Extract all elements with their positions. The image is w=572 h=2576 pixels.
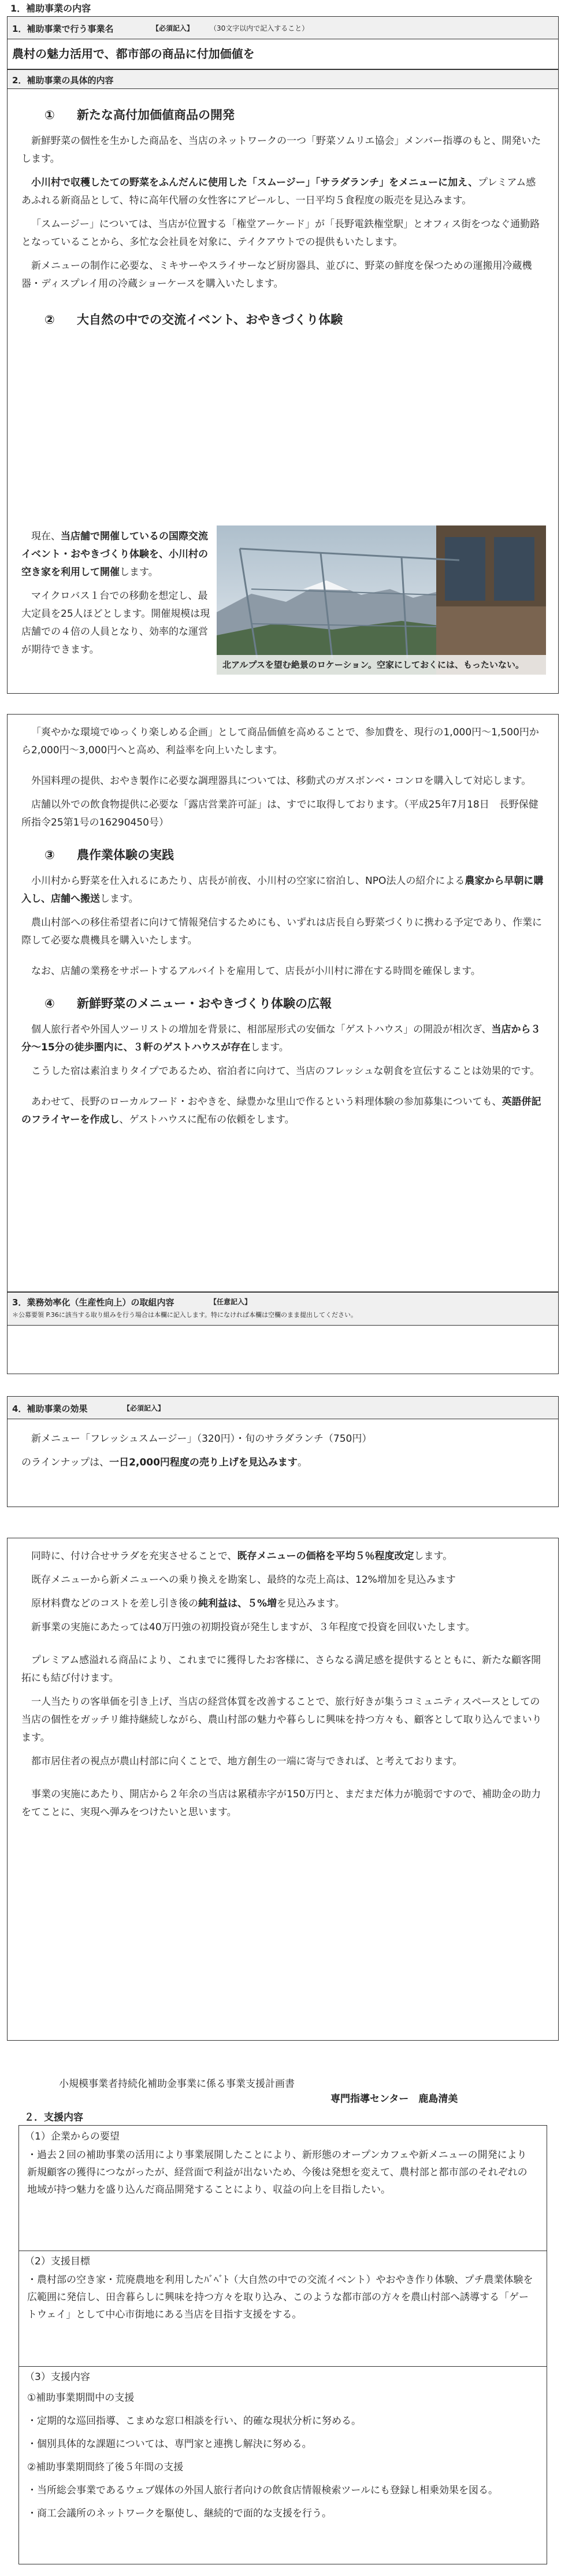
text: 小川村から野菜を仕入れるにあたり、店長が前夜、小川村の空家に宿泊し、NPO法人の紹介による bbox=[31, 875, 465, 887]
paragraph: 「爽やかな環境でゆっくり楽しめる企画」として商品価値を高めることで、参加費を、現行の1,000円〜1,500円から2,000円〜3,000円へと高め、利益率を向上いたします。 bbox=[21, 727, 539, 756]
paragraph: 新メニュー「フレッシュスムージー」（320円）・旬のサラダランチ（750円） bbox=[31, 1433, 372, 1445]
paragraph: 都市居住者の視点が農山村部に向くことで、地方創生の一端に寄与できれば、と考えております。 bbox=[31, 1756, 463, 1767]
paragraph: 新事業の実施にあたっては40万円強の初期投資が発生しますが、３年程度で投資を回収いたします。 bbox=[31, 1622, 476, 1633]
paragraph bbox=[21, 528, 212, 582]
paragraph bbox=[21, 872, 544, 908]
paragraph: こうした宿は素泊まりタイプであるため、宿泊者に向けて、当店のフレッシュな朝食を宣伝することは効果的です。 bbox=[31, 1065, 540, 1077]
paragraph: 新鮮野菜の個性を生かした商品を、当店のネットワークの一つ「野菜ソムリエ協会」メンバー指導のもと、開発いたします。 bbox=[21, 135, 541, 165]
text: のラインナップは、 bbox=[21, 1457, 110, 1468]
box-effect-continued bbox=[7, 1538, 559, 2041]
landscape-photo-illustration bbox=[217, 525, 546, 675]
heading-4 bbox=[44, 994, 544, 1012]
text: プレミアム感あふれる新商品として、特に高年代層の女性客にアピールし、一日平均５食程度の販売を見込みます。 bbox=[21, 177, 536, 206]
text: 。 bbox=[297, 1457, 307, 1468]
box-header bbox=[8, 1397, 558, 1419]
paragraph: 「スムージー」については、当店が位置する「権堂アーケード」が「長野電鉄権堂駅」とオフィス街をつなぐ通勤路となっていることから、多忙な会社員を対象に、テイクアウトでの提供もいたします。 bbox=[21, 219, 540, 248]
required-tag: 【必須記入】 bbox=[123, 1404, 165, 1412]
box-label: 2．補助事業の具体的内容 bbox=[12, 75, 114, 86]
text: します。 bbox=[414, 1550, 453, 1562]
page-3 bbox=[7, 1538, 559, 2041]
support-b3-title: （3）支援内容 bbox=[25, 2371, 90, 2383]
section-title: 1．補助事業の内容 bbox=[10, 3, 91, 14]
heading-num: ② bbox=[44, 313, 55, 327]
bold-text: 一日2,000円程度の売り上げを見込みます bbox=[109, 1457, 298, 1468]
required-tag: 【必須記入】 bbox=[152, 24, 194, 32]
text: 、ゲストハウスに配布の依頼をします。 bbox=[119, 1114, 295, 1126]
heading-num: ① bbox=[44, 108, 55, 122]
box-label: 4．補助事業の効果 bbox=[12, 1404, 88, 1414]
support-b3-list bbox=[27, 2389, 536, 2522]
box-efficiency bbox=[7, 1292, 559, 1374]
support-item: ・商工会議所のネットワークを駆使し、継続的で面的な支援を行う。 bbox=[27, 2508, 332, 2519]
support-b1 bbox=[19, 2126, 547, 2251]
heading-text: 新たな高付加価値商品の開発 bbox=[77, 108, 235, 122]
heading-2 bbox=[44, 310, 544, 328]
paragraph: なお、店舗の業務をサポートするアルバイトを雇用して、店長が小川村に滞在する時間を確保します。 bbox=[31, 965, 481, 977]
bold-text: 当店舗で開催しているの国際交流イベント・おやきづくり体験を、小川村の空き家を利用して開催 bbox=[21, 531, 208, 578]
plan-title: 小規模事業者持続化補助金事業に係る事業支援計画書 bbox=[59, 2078, 295, 2090]
paragraph: 外国料理の提供、おやき製作に必要な調理器具については、移動式のガスボンベ・コンロを購入して対応します。 bbox=[31, 775, 532, 787]
box-effect bbox=[7, 1396, 559, 1507]
bold-text: 既存メニューの価格を平均５％程度改定 bbox=[237, 1550, 414, 1562]
text: 個人旅行者や外国人ツーリストの増加を背景に、相部屋形式の安価な「ゲストハウス」の開設が相次ぎ、 bbox=[31, 1024, 492, 1035]
content-body bbox=[21, 100, 544, 337]
support-item: ・個別具体的な課題については、専門家と連携し解決に努める。 bbox=[27, 2438, 312, 2450]
bold-text: 当店から３分〜15分の徒歩圏内に、３軒のゲストハウスが存在 bbox=[21, 1024, 541, 1053]
paragraph: 既存メニューから新メニューへの乗り換えを勘案し、最終的な売上高は、12%増加を見込みます bbox=[31, 1574, 456, 1586]
content-body bbox=[21, 724, 544, 1135]
heading-text: 大自然の中での交流イベント、おやきづくり体験 bbox=[77, 313, 343, 327]
heading-num: ③ bbox=[44, 848, 55, 862]
heading-1 bbox=[44, 106, 544, 123]
support-b2 bbox=[19, 2251, 547, 2367]
text: 原材料費などのコストを差し引き後の bbox=[31, 1598, 198, 1609]
page-2 bbox=[7, 714, 559, 1507]
note: ＊公募要領 P.36に該当する取り組みを行う場合は本欄に記入します。特になければ本欄は空欄のまま提出してください。 bbox=[12, 1311, 358, 1319]
support-item: ②補助事業期間終了後５年間の支援 bbox=[27, 2462, 184, 2473]
bold-text: 農家から早朝に購入し、店舗へ搬送 bbox=[21, 875, 544, 905]
box-label: 1．補助事業で行う事業名 bbox=[12, 24, 114, 34]
page-4 bbox=[7, 2075, 559, 2567]
box-header bbox=[8, 70, 558, 89]
support-box bbox=[18, 2125, 547, 2564]
support-item: ・定期的な巡回指導、こまめな窓口相談を行い、的確な現状分析に努める。 bbox=[27, 2415, 361, 2427]
support-b2-title: （2）支援目標 bbox=[25, 2256, 90, 2267]
box-label: 3．業務効率化（生産性向上）の取組内容 bbox=[12, 1297, 174, 1308]
heading-text: 農作業体験の実践 bbox=[77, 848, 174, 862]
text: します。 bbox=[250, 1042, 289, 1053]
box-content bbox=[7, 69, 559, 694]
bold-text: 英語併記のフライヤーを作成し bbox=[21, 1096, 541, 1126]
note: （30文字以内で記入すること） bbox=[210, 24, 309, 32]
text: あわせて、長野のローカルフード・おやきを、緑豊かな里山で作るという料理体験の参加募集についても、 bbox=[31, 1096, 502, 1108]
paragraph bbox=[21, 1454, 544, 1472]
optional-tag: 【任意記入】 bbox=[210, 1298, 252, 1306]
heading-num: ④ bbox=[44, 997, 55, 1011]
paragraph: プレミアム感溢れる商品により、これまでに獲得したお客様に、さらなる満足感を提供するとともに、新たな顧客開拓にも結び付けます。 bbox=[21, 1655, 541, 1684]
photo-caption: 北アルプスを望む絶景のロケーション。空家にしておくには、もったいない。 bbox=[217, 655, 546, 675]
support-b3 bbox=[19, 2366, 547, 2563]
box-header bbox=[8, 1293, 558, 1326]
support-item: ・当所総会事業であるウェブ媒体の外国人旅行者向けの飲食店情報検索ツールにも登録し相乗効果を図る。 bbox=[27, 2485, 498, 2496]
effect-body bbox=[21, 1430, 544, 1478]
content-body bbox=[21, 1548, 544, 1827]
heading-3 bbox=[44, 846, 544, 863]
paragraph: 一人当たりの客単価を引き上げ、当店の経営体質を改善することで、旅行好きが集うコミュニティスペースとしての当店の個性をガッチリ維持継続しながら、農山村部の魅力や暮らしに興味を持つ方々も、顧客として取り込んでまいります。 bbox=[21, 1696, 542, 1744]
paragraph: 農山村部への移住希望者に向けて情報発信するためにも、いずれは店長自ら野菜づくりに携わる予定であり、作業に際して必要な農機具を購入いたします。 bbox=[21, 917, 542, 946]
bold-text: 純利益は、５%増 bbox=[198, 1598, 277, 1609]
text: します。 bbox=[100, 893, 139, 905]
paragraph bbox=[21, 1021, 544, 1057]
paragraph bbox=[21, 174, 544, 210]
box-business-name bbox=[7, 16, 559, 69]
support-b2-text: ・農村部の空き家・荒廃農地を利用したﾊﾞﾍﾞﾄ（大自然の中での交流イベント）やおやき作り体験、プチ農業体験を広範囲に発信し、田舎暮らしに興味を持つ方々を取り込み、このような都市部の方々を農山村部へ誘導する「ゲートウェイ」として中心市街地にある当店を目指す支援をする。 bbox=[27, 2274, 533, 2320]
paragraph: 事業の実施にあたり、開店から２年余の当店は累積赤字が150万円と、まだまだ体力が脆弱ですので、補助金の助力をてことに、実現へ弾みをつけたいと思います。 bbox=[21, 1789, 541, 1818]
paragraph bbox=[21, 1595, 544, 1613]
text: 現在、 bbox=[31, 531, 61, 542]
bold-text: 小川村で収穫したての野菜をふんだんに使用した「スムージー」「サラダランチ」をメニューに加え、 bbox=[31, 177, 478, 188]
page-1 bbox=[7, 0, 559, 694]
box-content-continued bbox=[7, 714, 559, 1292]
paragraph: 店舗以外での飲食物提供に必要な「露店営業許可証」は、すでに取得しております。（平成25年7月18日 長野保健所指令25第1号の16290450号） bbox=[21, 799, 538, 828]
section-title: ２．支援内容 bbox=[24, 2112, 83, 2123]
paragraph bbox=[21, 1093, 544, 1129]
left-column-text bbox=[21, 528, 212, 665]
box-header bbox=[8, 17, 558, 39]
paragraph bbox=[21, 1548, 544, 1565]
paragraph: 新メニューの制作に必要な、ミキサーやスライサーなど厨房器具、並びに、野菜の鮮度を保つための運搬用冷蔵機器・ディスプレイ用の冷蔵ショーケースを購入いたします。 bbox=[21, 260, 532, 290]
paragraph: マイクロバス１台での移動を想定し、最大定員を25人ほどとします。開催規模は現店舗での４倍の人員となり、効率的な運営が期待できます。 bbox=[21, 590, 210, 656]
text: 同時に、付け合せサラダを充実させることで、 bbox=[31, 1550, 237, 1562]
business-name-value: 農村の魅力活用で、都市部の商品に付加価値を bbox=[12, 47, 255, 61]
plan-author: 専門指導センター 鹿島清美 bbox=[330, 2093, 458, 2105]
text: を見込みます。 bbox=[277, 1598, 345, 1609]
support-item: ①補助事業期間中の支援 bbox=[27, 2392, 135, 2404]
text: します。 bbox=[120, 567, 158, 578]
support-b1-text: ・過去２回の補助事業の活用により事業展開したことにより、新形態のオープンカフェや新メニューの開発により新規顧客の獲得につながったが、経営面で利益が出ないため、今後は発想を変えて、農村部と都市部のそれぞれの地域が持つ魅力を盛り込んだ商品開発することにより、収益の向上を目指したい。 bbox=[27, 2149, 528, 2196]
heading-text: 新鮮野菜のメニュー・おやきづくり体験の広報 bbox=[77, 997, 332, 1011]
location-photo bbox=[217, 525, 546, 675]
support-b1-title: （1）企業からの要望 bbox=[25, 2131, 120, 2142]
